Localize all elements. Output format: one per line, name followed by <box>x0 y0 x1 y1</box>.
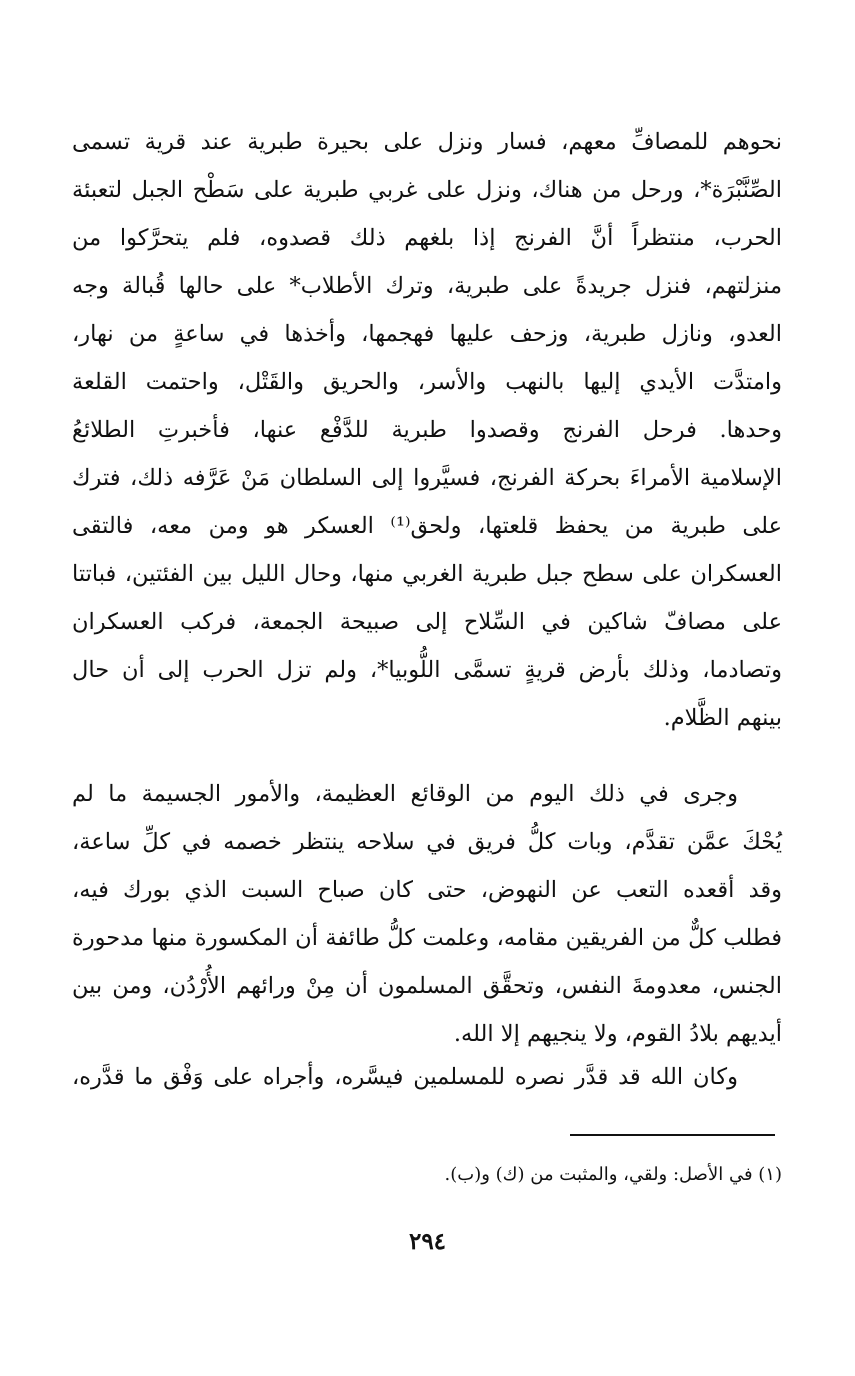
text-line: على طبرية من يحفظ قلعتها، ولحق⁽¹⁾ العسكر هو ومن معه، فالتقى <box>72 513 782 539</box>
text-line: الإسلامية الأمراءَ بحركة الفرنج، فسيَّروا إلى السلطان مَنْ عَرَّفه ذلك، فترك <box>72 465 782 491</box>
text-line: وكان الله قد قدَّر نصره للمسلمين فيسَّره، وأجراه على وَفْق ما قدَّره، <box>72 1064 738 1090</box>
page-number: ٢٩٤ <box>408 1228 447 1255</box>
text-line: العسكران على سطح جبل طبرية الغربي منها، وحال الليل بين الفئتين، فباتتا <box>72 561 782 587</box>
paragraph-2 <box>72 770 782 1058</box>
text-line: فطلب كلٌّ من الفريقين مقامه، وعلمت كلُّ طائفة أن المكسورة منها مدحورة <box>72 925 782 951</box>
text-line: وتصادما، وذلك بأرض قريةٍ تسمَّى اللُّوبيا*، ولم تزل الحرب إلى أن حال <box>72 657 782 683</box>
text-line: وحدها. فرحل الفرنج وقصدوا طبرية للدَّفْع عنها، فأخبرتِ الطلائعُ <box>72 417 782 443</box>
paragraph-1 <box>72 118 782 742</box>
text-line: الحرب، منتظراً أنَّ الفرنج إذا بلغهم ذلك قصدوه، فلم يتحرَّكوا من <box>72 225 782 251</box>
text-line: وقد أقعده التعب عن النهوض، حتى كان صباح السبت الذي بورك فيه، <box>72 877 782 903</box>
text-line: أيديهم بلادُ القوم، ولا ينجيهم إلا الله. <box>453 1021 782 1047</box>
text-line: على مصافّ شاكين في السِّلاح إلى صبيحة الجمعة، فركب العسكران <box>72 609 782 635</box>
text-line: منزلتهم، فنزل جريدةً على طبرية، وترك الأطلاب* على حالها قُبالة وجه <box>72 273 782 299</box>
text-line: العدو، ونازل طبرية، وزحف عليها فهجمها، وأخذها في ساعةٍ من نهار، <box>72 321 782 347</box>
text-line: نحوهم للمصافِّ معهم، فسار ونزل على بحيرة طبرية عند قرية تسمى <box>72 129 782 155</box>
text-line: وجرى في ذلك اليوم من الوقائع العظيمة، والأمور الجسيمة ما لم <box>72 781 738 807</box>
text-line: الصِّنَّبْرَة*، ورحل من هناك، ونزل على غربي طبرية على سَطْح الجبل لتعبئة <box>72 177 782 203</box>
text-line: وامتدَّت الأيدي إليها بالنهب والأسر، والحريق والقَتْل، واحتمت القلعة <box>72 369 782 395</box>
paragraph-3 <box>72 1053 782 1101</box>
text-line: يُحْكَ عمَّن تقدَّم، وبات كلُّ فريق في سلاحه ينتظر خصمه في كلِّ ساعة، <box>72 829 782 855</box>
text-line: الجنس، معدومةَ النفس، وتحقَّق المسلمون أن مِنْ ورائهم الأُرْدُن، ومن بين <box>72 973 782 999</box>
footnote: (١) في الأصل: ولقي، والمثبت من (ك) و(ب). <box>444 1164 782 1185</box>
footnote-divider <box>570 1134 775 1136</box>
text-line: بينهم الظَّلام. <box>663 705 782 731</box>
